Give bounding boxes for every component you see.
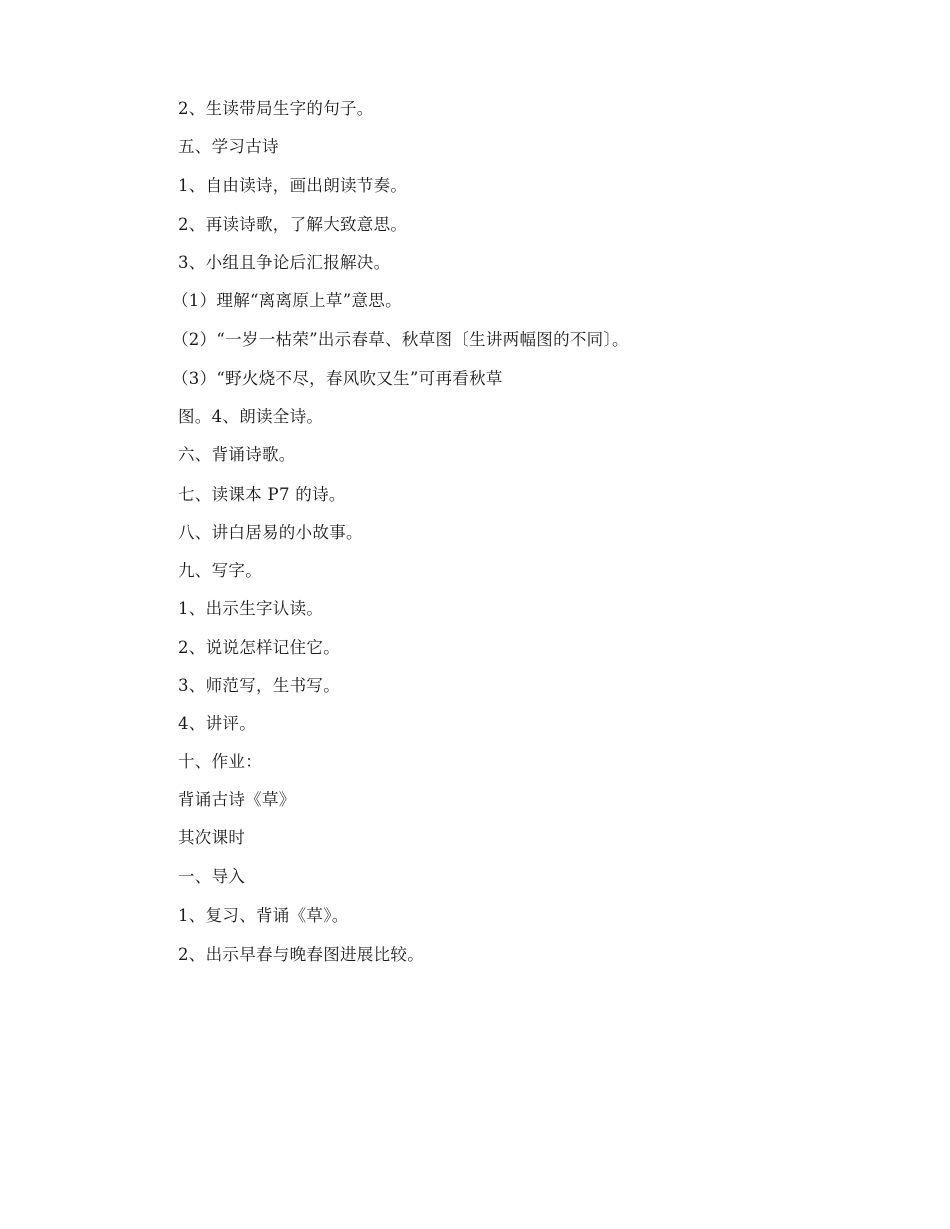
text-line: 背诵古诗《草》 [178,790,296,809]
text-line: 3、小组且争论后汇报解决。 [178,253,391,272]
section-heading: 七、读课本 P7 的诗。 [178,485,346,504]
text-line: 2、再读诗歌，了解大致意思。 [178,215,408,234]
text-line: 2、说说怎样记住它。 [178,638,340,657]
text-line: 3、师范写，生书写。 [178,676,340,695]
lesson-heading: 其次课时 [178,828,246,847]
text-line: 图。4、朗读全诗。 [178,407,324,426]
section-heading: 一、导入 [178,867,246,886]
text-line: （1）理解“离离原上草”意思。 [172,291,402,310]
text-line: 1、复习、背诵《草》。 [178,906,349,925]
section-heading: 八、讲白居易的小故事。 [178,523,363,542]
section-heading: 六、背诵诗歌。 [178,445,296,464]
section-heading: 十、作业： [178,752,262,771]
text-line: 2、出示早春与晚春图进展比较。 [178,945,424,964]
text-line: （3）“野火烧不尽，春风吹又生”可再看秋草 [172,369,503,388]
text-line: 1、自由读诗，画出朗读节奏。 [178,176,408,195]
text-line: 1、出示生字认读。 [178,599,324,618]
text-line: （2）“一岁一枯荣”出示春草、秋草图〔生讲两幅图的不同〕。 [172,330,629,349]
text-line: 4、讲评。 [178,714,256,733]
text-line: 2、生读带局生字的句子。 [178,99,374,118]
section-heading: 五、学习古诗 [178,137,279,156]
section-heading: 九、写字。 [178,561,262,580]
